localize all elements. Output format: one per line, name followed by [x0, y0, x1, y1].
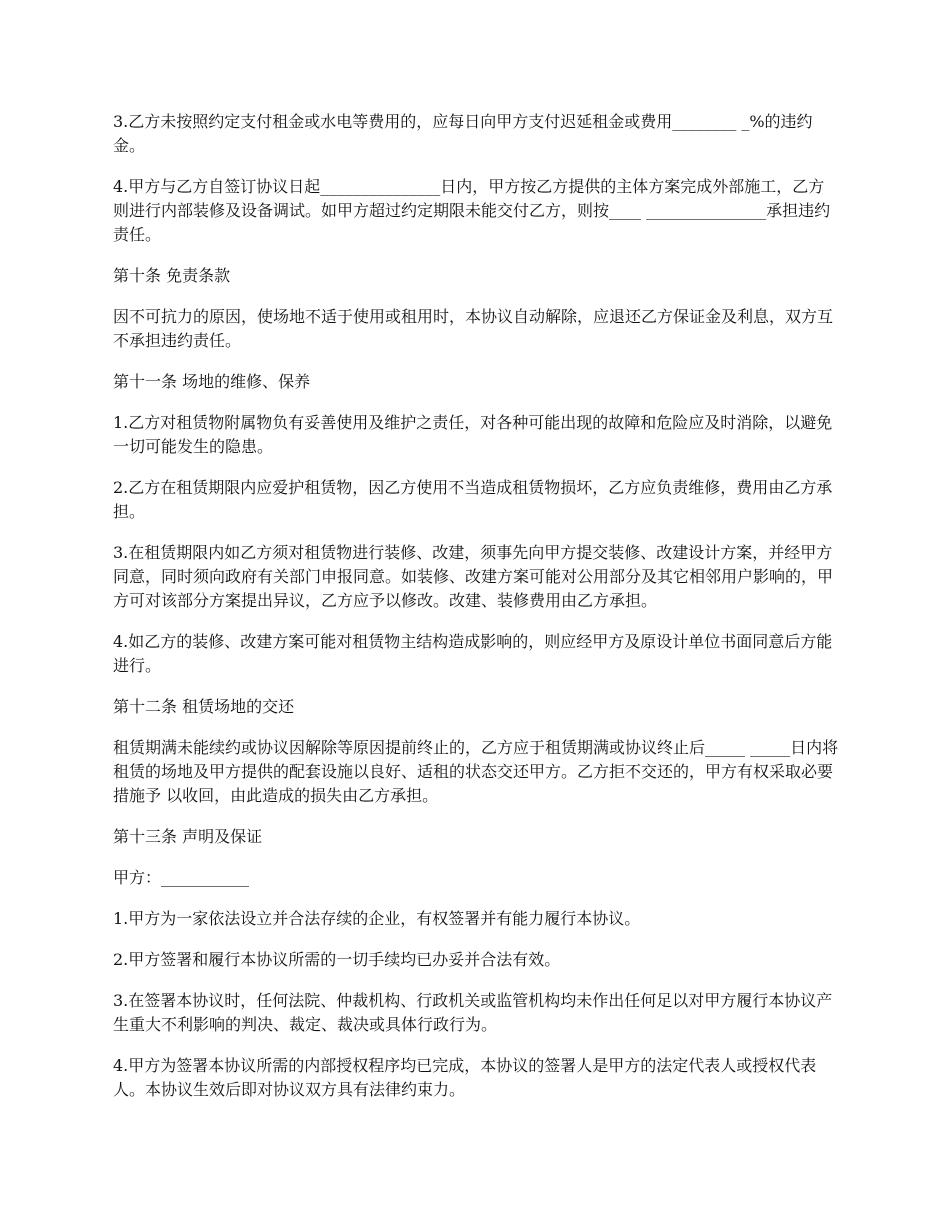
clause-paragraph: 2.甲方签署和履行本协议所需的一切手续均已办妥并合法有效。 [113, 950, 561, 969]
clause-paragraph: 3.在签署本协议时，任何法院、仲裁机构、行政机关或监管机构均未作出任何足以对甲方履行本协议产生重大不利影响的判决、裁定、裁决或具体行政行为。 [113, 991, 833, 1034]
clause-paragraph: 4.如乙方的装修、改建方案可能对租赁物主结构造成影响的，则应经甲方及原设计单位书面同意后方能进行。 [113, 632, 833, 675]
section-heading: 第十条 免责条款 [113, 266, 231, 285]
clause-paragraph: 4.甲方为签署本协议所需的内部授权程序均已完成，本协议的签署人是甲方的法定代表人或授权代表人。本协议生效后即对协议双方具有法律约束力。 [113, 1056, 817, 1099]
clause-paragraph: 租赁期满未能续约或协议因解除等原因提前终止的，乙方应于租赁期满或协议终止后_____ _____日内将租赁的场地及甲方提供的配套设施以良好、适租的状态交还甲方。乙方拒不交还的，甲方有权采取必要措施予 以收回，由此造成的损失由乙方承担。 [113, 738, 839, 805]
document-page [113, 110, 840, 1119]
clause-paragraph: 4.甲方与乙方自签订协议日起_______________日内，甲方按乙方提供的主体方案完成外部施工，乙方则进行内部装修及设备调试。如甲方超过约定期限未能交付乙方，则按____ _______________承担违约责任。 [113, 177, 831, 244]
section-heading: 第十一条 场地的维修、保养 [113, 372, 311, 391]
party-label: 甲方：___________ [113, 868, 250, 887]
clause-paragraph: 1.甲方为一家依法设立并合法存续的企业，有权签署并有能力履行本协议。 [113, 909, 641, 928]
clause-paragraph: 2.乙方在租赁期限内应爱护租赁物，因乙方使用不当造成租赁物损坏，乙方应负责维修，费用由乙方承担。 [113, 478, 833, 521]
clause-paragraph: 3.乙方未按照约定支付租金或水电等费用的，应每日向甲方支付迟延租金或费用________ _%的违约金。 [113, 112, 813, 155]
section-heading: 第十二条 租赁场地的交还 [113, 697, 295, 716]
clause-paragraph: 因不可抗力的原因，使场地不适于使用或租用时，本协议自动解除，应退还乙方保证金及利息，双方互不承担违约责任。 [113, 307, 834, 350]
clause-paragraph: 1.乙方对租赁物附属物负有妥善使用及维护之责任，对各种可能出现的故障和危险应及时消除，以避免一切可能发生的隐患。 [113, 413, 833, 456]
section-heading: 第十三条 声明及保证 [113, 827, 263, 846]
clause-paragraph: 3.在租赁期限内如乙方须对租赁物进行装修、改建，须事先向甲方提交装修、改建设计方案，并经甲方同意，同时须向政府有关部门申报同意。如装修、改建方案可能对公用部分及其它相邻用户影响的，甲方可对该部分方案提出异议，乙方应予以修改。改建、装修费用由乙方承担。 [113, 543, 834, 610]
